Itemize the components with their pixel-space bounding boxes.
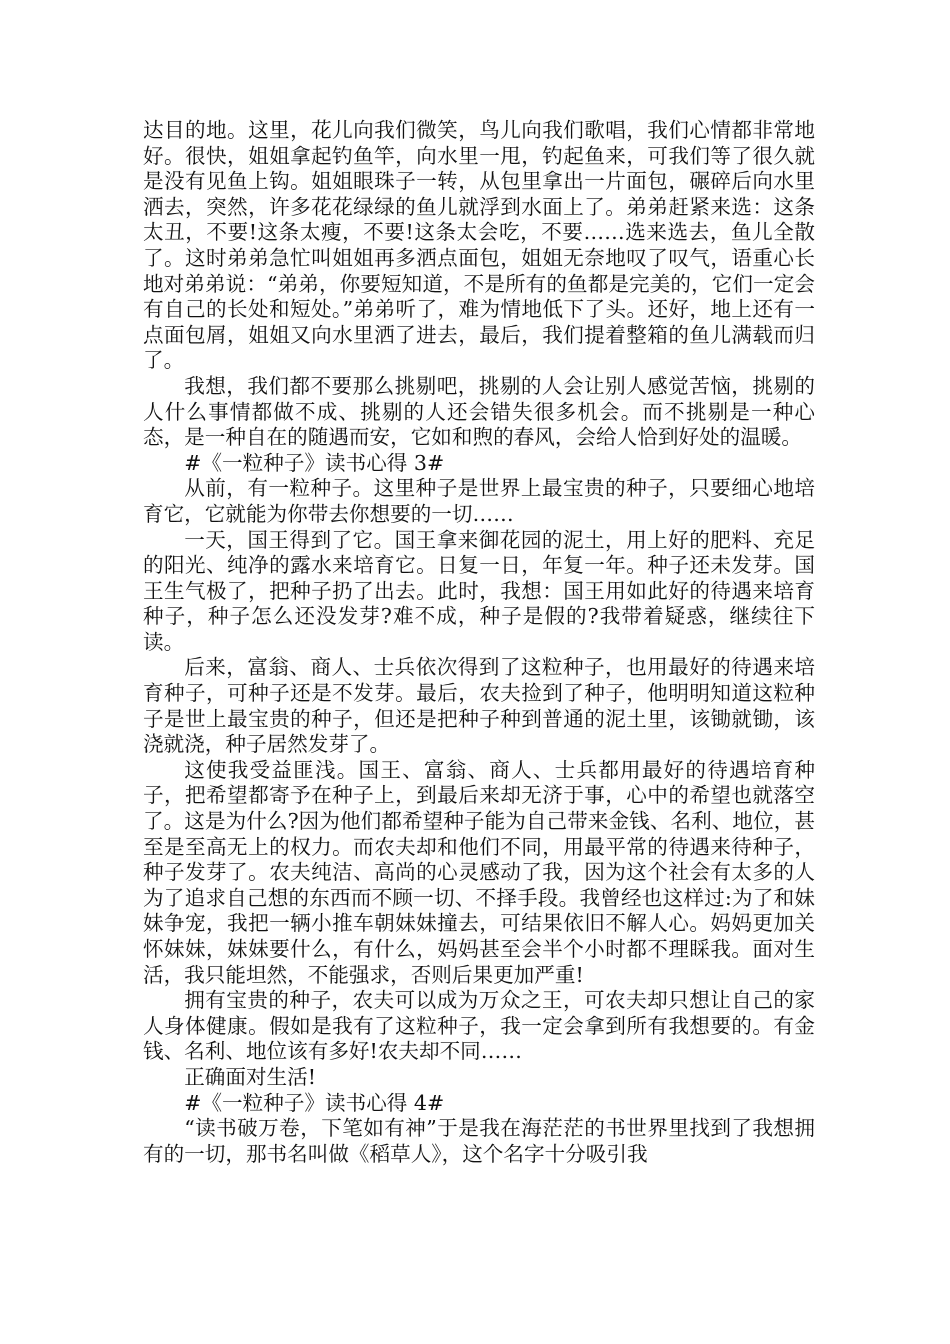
section-heading-3: #《一粒种子》读书心得 3# bbox=[184, 450, 445, 475]
paragraph-1: 达目的地。这里，花儿向我们微笑，鸟儿向我们歌唱，我们心情都非常地好。很快，姐姐拿起钓鱼竿，向水里一甩，钓起鱼来，可我们等了很久就是没有见鱼上钩。姐姐眼珠子一转，从包里拿出一片面包，碾碎后向水里洒去，突然，许多花花绿绿的鱼儿就浮到水面上了。弟弟赶紧来选：这条太丑，不要!这条太瘦，不要!这条太会吃，不要……选来选去，鱼儿全散了。这时弟弟急忙叫姐姐再多洒点面包，姐姐无奈地叹了叹气，语重心长地对弟弟说：“弟弟，你要短知道，不是所有的鱼都是完美的，它们一定会有自己的长处和短处。”弟弟听了，难为情地低下了头。还好，地上还有一点面包屑，姐姐又向水里洒了进去，最后，我们提着整箱的鱼儿满载而归了。 bbox=[143, 118, 815, 373]
paragraph-9: “读书破万卷，下笔如有神”于是我在海茫茫的书世界里找到了我想拥有的一切，那书名叫做《稻草人》，这个名字十分吸引我 bbox=[143, 1116, 815, 1166]
document-body bbox=[143, 118, 815, 1167]
paragraph-8: 正确面对生活! bbox=[184, 1064, 317, 1089]
paragraph-2: 我想，我们都不要那么挑剔吧，挑剔的人会让别人感觉苦恼，挑剔的人什么事情都做不成、挑剔的人还会错失很多机会。而不挑剔是一种心态，是一种自在的随遇而安，它如和煦的春风，会给人恰到好处的温暖。 bbox=[143, 373, 815, 450]
paragraph-3: 从前，有一粒种子。这里种子是世界上最宝贵的种子，只要细心地培育它，它就能为你带去你想要的一切…… bbox=[143, 476, 815, 526]
paragraph-6: 这使我受益匪浅。国王、富翁、商人、士兵都用最好的待遇培育种子，把希望都寄予在种子上，到最后来却无济于事，心中的希望也就落空了。这是为什么?因为他们都希望种子能为自己带来金钱、名利、地位，甚至是至高无上的权力。而农夫却和他们不同，用最平常的待遇来待种子，种子发芽了。农夫纯洁、高尚的心灵感动了我，因为这个社会有太多的人为了追求自己想的东西而不顾一切、不择手段。我曾经也这样过:为了和妹妹争宠，我把一辆小推车朝妹妹撞去，可结果依旧不解人心。妈妈更加关怀妹妹，妹妹要什么，有什么，妈妈甚至会半个小时都不理睬我。面对生活，我只能坦然，不能强求，否则后果更加严重! bbox=[143, 757, 815, 987]
paragraph-4: 一天，国王得到了它。国王拿来御花园的泥土，用上好的肥料、充足的阳光、纯净的露水来培育它。日复一日，年复一年。种子还未发芽。国王生气极了，把种子扔了出去。此时，我想：国王用如此好的待遇来培育种子，种子怎么还没发芽?难不成，种子是假的?我带着疑惑，继续往下读。 bbox=[143, 527, 815, 654]
paragraph-5: 后来，富翁、商人、士兵依次得到了这粒种子，也用最好的待遇来培育种子，可种子还是不发芽。最后，农夫捡到了种子，他明明知道这粒种子是世上最宝贵的种子，但还是把种子种到普通的泥土里，该锄就锄，该浇就浇，种子居然发芽了。 bbox=[143, 655, 815, 757]
section-heading-4: #《一粒种子》读书心得 4# bbox=[184, 1090, 445, 1115]
paragraph-7: 拥有宝贵的种子，农夫可以成为万众之王，可农夫却只想让自己的家人身体健康。假如是我有了这粒种子，我一定会拿到所有我想要的。有金钱、名利、地位该有多好!农夫却不同…… bbox=[143, 988, 815, 1064]
